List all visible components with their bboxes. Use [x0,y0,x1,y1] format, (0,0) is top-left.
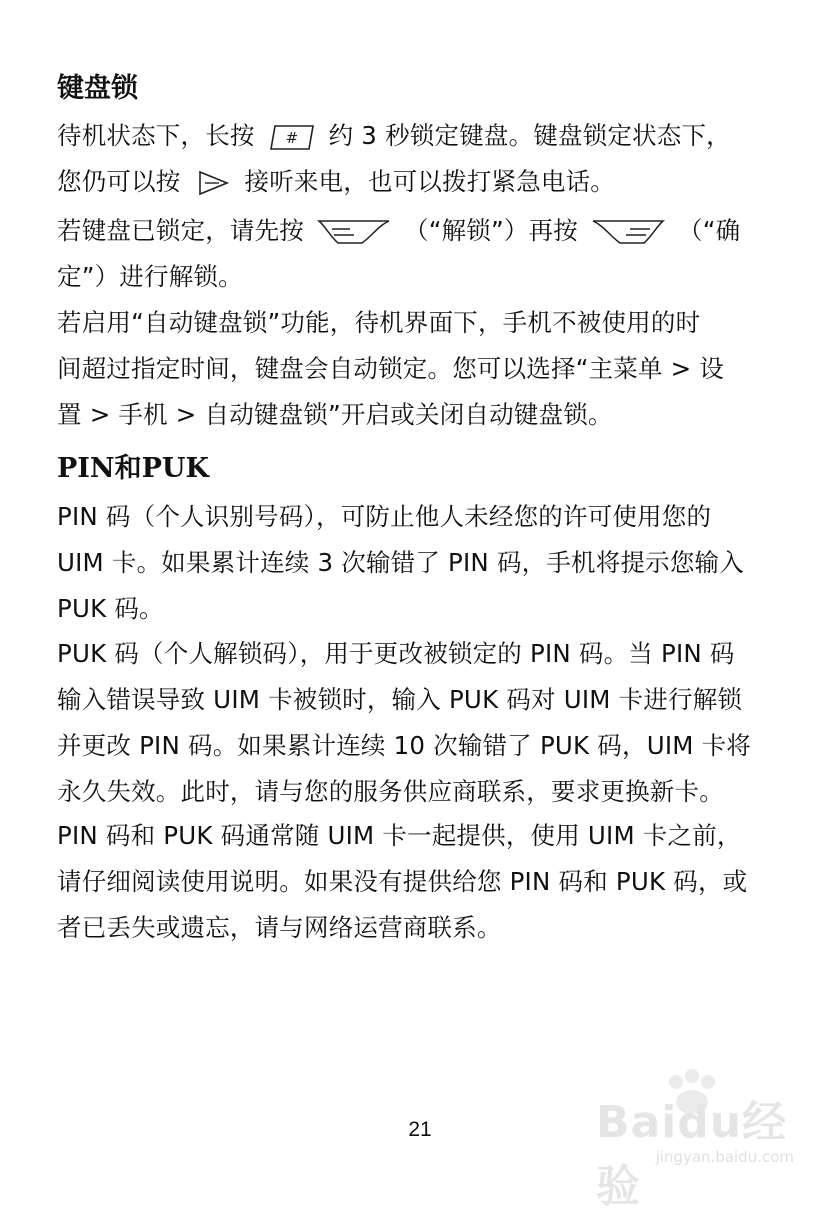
text-line: PIN 码（个人识别号码），可防止他人未经您的许可使用您的 [57,502,712,531]
text-line: 定”）进行解锁。 [57,262,243,291]
watermark-url: jingyan.baidu.com [655,1148,794,1166]
section-title-keypad-lock: 键盘锁 [57,73,138,104]
text-line [57,159,787,205]
text-segment: 您仍可以按 [57,167,181,196]
svg-text:#: # [285,129,298,147]
paragraph-keypad-lock-intro [57,113,787,205]
left-softkey-icon [316,216,392,248]
text-segment: 待机状态下，长按 [57,121,255,150]
text-line: PUK 码。 [57,594,164,623]
paragraph-auto-keypad-lock [57,300,787,438]
right-softkey-icon [590,216,666,248]
text-line [57,113,787,159]
paragraph-pin [57,494,787,632]
text-segment: （“确 [678,216,741,245]
text-line: UIM 卡。如果累计连续 3 次输错了 PIN 码，手机将提示您输入 [57,548,744,577]
text-line: 并更改 PIN 码。如果累计连续 10 次输错了 PUK 码，UIM 卡将 [57,731,751,760]
text-segment: 约 3 秒锁定键盘。键盘锁定状态下， [328,121,731,150]
text-line: 者已丢失或遗忘，请与网络运营商联系。 [57,913,502,942]
baidu-watermark-logo [596,1068,796,1212]
text-segment: 接听来电，也可以拨打紧急电话。 [244,167,615,196]
paragraph-puk [57,631,787,815]
paragraph-unlock [57,208,787,300]
text-line: 输入错误导致 UIM 卡被锁时，输入 PUK 码对 UIM 卡进行解锁 [57,685,743,714]
text-segment: （“解锁”）再按 [404,216,578,245]
text-line: 置 > 手机 > 自动键盘锁”开启或关闭自动键盘锁。 [57,400,613,429]
text-line: PIN 码和 PUK 码通常随 UIM 卡一起提供，使用 UIM 卡之前， [57,821,742,850]
page-number: 21 [408,1118,432,1141]
text-segment: 若键盘已锁定，请先按 [57,216,304,245]
hash-key-icon [267,122,317,152]
section-title-pin-puk: PIN和PUK [57,453,209,484]
text-line: 永久失效。此时，请与您的服务供应商联系，要求更换新卡。 [57,777,724,806]
call-send-key-icon [193,168,233,198]
text-line [57,208,787,254]
text-line: PUK 码（个人解锁码），用于更改被锁定的 PIN 码。当 PIN 码 [57,639,735,668]
text-line: 间超过指定时间，键盘会自动锁定。您可以选择“主菜单 > 设 [57,354,725,383]
watermark-text: Baidu经验 [596,1097,788,1212]
text-line: 若启用“自动键盘锁”功能，待机界面下，手机不被使用的时 [57,308,701,337]
paragraph-pin-puk-note [57,813,787,951]
text-line: 请仔细阅读使用说明。如果没有提供给您 PIN 码和 PUK 码，或 [57,867,748,896]
